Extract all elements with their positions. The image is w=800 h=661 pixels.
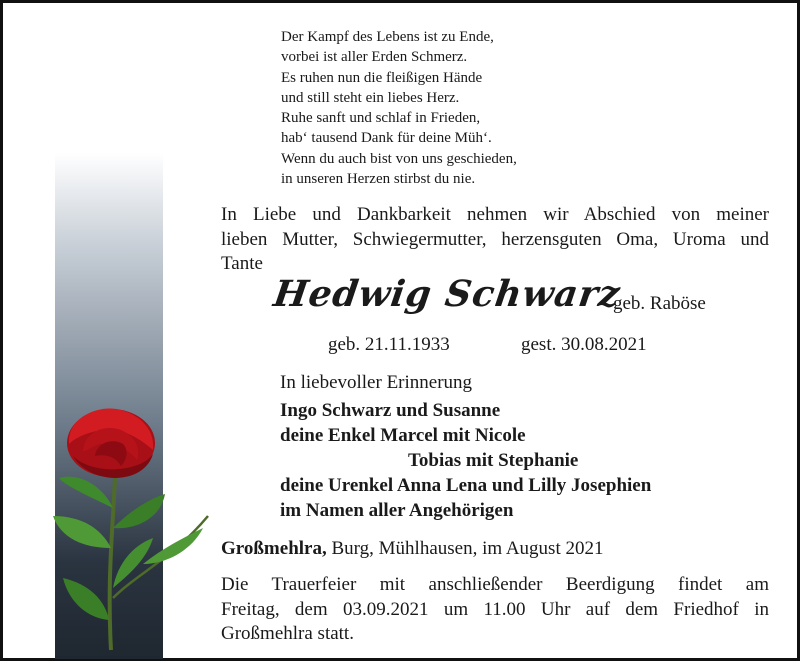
mourner-line: im Namen aller Angehörigen: [280, 500, 514, 521]
farewell-line: Tante: [221, 253, 263, 274]
farewell-line: lieben Mutter, Schwiegermutter, herzensguten Oma, Uroma und: [221, 228, 769, 250]
poem-line: vorbei ist aller Erden Schmerz.: [281, 49, 468, 66]
funeral-line: Großmehlra statt.: [221, 623, 354, 644]
farewell-paragraph: [221, 203, 769, 277]
deceased-name: Hedwig Schwarz: [271, 273, 624, 315]
death-date: gest. 30.08.2021: [521, 334, 647, 355]
mourner-line: deine Enkel Marcel mit Nicole: [280, 425, 526, 446]
mourners-list: [280, 398, 651, 523]
place-rest: Burg, Mühlhausen, im August 2021: [326, 538, 604, 559]
poem-line: und still steht ein liebes Herz.: [281, 89, 460, 106]
mourners-intro: In liebevoller Erinnerung: [280, 372, 473, 393]
funeral-line: Die Trauerfeier mit anschließender Beerdigung findet am: [221, 574, 769, 595]
birth-date: geb. 21.11.1933: [328, 334, 450, 355]
poem-line: Wenn du auch bist von uns geschieden,: [281, 150, 517, 167]
mourner-line: Tobias mit Stephanie: [408, 450, 579, 471]
poem-line: Der Kampf des Lebens ist zu Ende,: [281, 29, 494, 45]
funeral-line: Freitag, dem 03.09.2021 um 11.00 Uhr auf dem Friedhof in: [221, 598, 769, 620]
mourner-line: deine Urenkel Anna Lena und Lilly Josephien: [280, 475, 652, 496]
poem-line: hab‘ tausend Dank für deine Müh‘.: [281, 130, 492, 147]
mourner-line: Ingo Schwarz und Susanne: [280, 400, 501, 421]
poem-line: in unseren Herzen stirbst du nie.: [281, 171, 476, 188]
red-rose-icon: [43, 398, 218, 660]
funeral-notice: [221, 573, 769, 647]
town-name: Großmehlra,: [221, 538, 327, 559]
farewell-line: In Liebe und Dankbarkeit nehmen wir Abschied von meiner: [221, 204, 769, 225]
place-and-date: [221, 538, 603, 560]
maiden-name: geb. Raböse: [613, 293, 706, 314]
poem-line: Es ruhen nun die fleißigen Hände: [281, 69, 483, 86]
memorial-poem: [281, 27, 517, 189]
poem-line: Ruhe sanft und schlaf in Frieden,: [281, 110, 481, 127]
